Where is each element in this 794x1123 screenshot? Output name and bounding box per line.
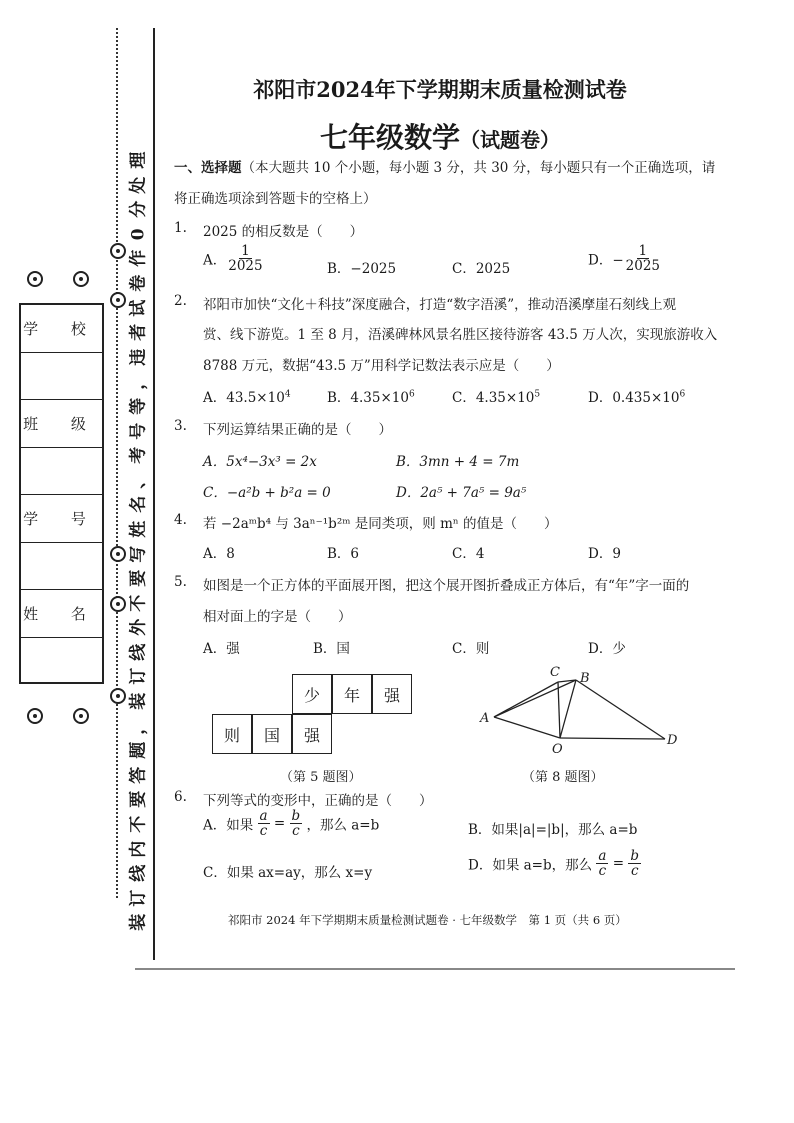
q6-d-num2: b	[630, 848, 640, 864]
fig8-label-B: B	[580, 671, 590, 686]
q2-a-text: A．43.5×10	[203, 390, 285, 406]
binding-solid-line	[153, 28, 155, 960]
binding-warning-char: 题	[128, 742, 149, 760]
fig8-line-AB	[494, 680, 576, 717]
binding-hole-icon	[27, 271, 43, 287]
q2-b-exponent: 6	[408, 389, 415, 400]
class-label: 班 级	[21, 400, 102, 448]
binding-hole-icon	[110, 596, 126, 612]
q1-number: 1.	[174, 220, 187, 236]
q2-option-b[interactable]	[327, 386, 415, 406]
binding-warning-char: 装	[128, 692, 149, 710]
q6-d-prefix: D．如果 a=b，那么	[468, 857, 593, 874]
q6-option-b[interactable]: B．如果|a|=|b|，那么 a=b	[468, 822, 638, 838]
q6-a-den1: c	[259, 823, 268, 840]
binding-warning-char: 号	[128, 422, 149, 440]
school-field[interactable]	[21, 353, 102, 400]
binding-warning-char: 订	[128, 668, 149, 686]
section-description: （本大题共 10 个小题，每小题 3 分，共 30 分，每小题只有一个正确选项，请	[241, 160, 716, 176]
binding-warning-char: 不	[128, 594, 149, 612]
q1-a-numerator: 1	[241, 243, 250, 259]
q6-d-num1: a	[598, 848, 607, 864]
binding-hole-icon	[73, 271, 89, 287]
q2-c-exponent: 5	[534, 389, 541, 400]
binding-warning-char: ，	[128, 717, 149, 735]
paper-title	[160, 116, 720, 156]
q6-a-fraction-right	[290, 809, 303, 838]
fig8-label-C: C	[550, 665, 560, 680]
section-title: 一、选择题	[174, 160, 242, 176]
binding-warning-char: 、	[128, 471, 149, 489]
binding-warning-char: 分	[128, 200, 149, 218]
school-label: 学 校	[21, 305, 102, 353]
fig8-diagram	[470, 660, 690, 760]
fig8-line-AO	[494, 717, 560, 738]
q1-stem: 2025 的相反数是（ ）	[203, 224, 364, 240]
binding-warning-char: 卷	[128, 274, 149, 292]
binding-hole-icon	[110, 292, 126, 308]
q6-d-fraction-right	[628, 849, 641, 878]
q4-option-b[interactable]: B．6	[327, 546, 360, 562]
q6-stem: 下列等式的变形中，正确的是（ ）	[203, 793, 433, 809]
binding-hole-icon	[110, 546, 126, 562]
q3-stem: 下列运算结果正确的是（ ）	[203, 422, 392, 438]
q6-a-suffix: ，那么 a=b	[306, 817, 380, 834]
q2-line1: 祁阳市加快“文化＋科技”深度融合，打造“数字浯溪”，推动浯溪摩崖石刻线上观	[203, 297, 677, 313]
binding-warning-char: 者	[128, 323, 149, 341]
paper-type: （试题卷）	[460, 128, 560, 152]
binding-warning-text	[127, 148, 151, 935]
q2-line3: 8788 万元，数据“43.5 万”用科学记数法表示应是（ ）	[203, 358, 560, 374]
q3-option-d[interactable]: D．2a⁵ + 7a⁵ = 9a⁵	[396, 485, 527, 501]
q5-option-a[interactable]: A．强	[203, 641, 240, 657]
fig8-label-A: A	[480, 711, 490, 726]
q1-option-c[interactable]: C．2025	[452, 261, 511, 277]
q6-a-fraction-left	[258, 809, 270, 838]
binding-warning-char: 名	[128, 496, 149, 514]
q4-option-c[interactable]: C．4	[452, 546, 485, 562]
q6-a-num1: a	[259, 808, 268, 824]
q4-number: 4.	[174, 512, 187, 528]
q6-a-num2: b	[291, 808, 301, 824]
q5-number: 5.	[174, 574, 187, 590]
fig8-label-O: O	[552, 742, 563, 757]
q6-d-den2: c	[630, 863, 639, 880]
binding-warning-char: 线	[128, 865, 149, 883]
name-label: 姓 名	[21, 590, 102, 638]
q1-d-label: D．−	[588, 252, 624, 269]
binding-warning-char: 外	[128, 619, 149, 637]
q6-a-den2: c	[292, 823, 300, 840]
section-description-line2: 将正确选项涂到答题卡的空格上）	[174, 191, 377, 207]
q2-option-a[interactable]	[203, 386, 291, 406]
binding-warning-char: 线	[128, 643, 149, 661]
q2-number: 2.	[174, 293, 187, 309]
fig8-line-OD	[560, 738, 665, 739]
fig8-line-BO	[560, 680, 576, 738]
binding-warning-char: 考	[128, 446, 149, 464]
q2-line2: 赏、线下游览。1 至 8 月，浯溪碑林风景名胜区接待游客 43.5 万人次，实现旅游收入	[203, 327, 718, 343]
q5-line1: 如图是一个正方体的平面展开图，把这个展开图折叠成正方体后，有“年”字一面的	[203, 578, 690, 594]
fig8-line-BD	[576, 680, 665, 739]
net-cell: 强	[372, 674, 412, 714]
binding-warning-char: 理	[128, 151, 149, 169]
net-cell: 则	[212, 714, 252, 754]
q1-a-fraction	[226, 244, 264, 273]
binding-warning-char: 内	[128, 840, 149, 858]
q6-d-fraction-left	[596, 849, 608, 878]
binding-warning-char: 订	[128, 889, 149, 907]
q2-d-exponent: 6	[679, 389, 686, 400]
q2-d-text: D．0.435×10	[588, 390, 680, 406]
binding-hole-icon	[73, 708, 89, 724]
q1-d-denominator: 2025	[625, 258, 660, 275]
binding-dotted-line	[116, 28, 118, 898]
q1-a-label: A．	[203, 252, 227, 269]
exam-title: 祁阳市2024年下学期期末质量检测试卷	[253, 77, 627, 102]
fig5-caption: （第 5 题图）	[280, 770, 362, 785]
binding-hole-icon	[110, 243, 126, 259]
student-id-label: 学 号	[21, 495, 102, 543]
net-cell: 强	[292, 714, 332, 754]
q2-c-text: C．4.35×10	[452, 390, 535, 406]
q5-line2: 相对面上的字是（ ）	[203, 609, 352, 625]
net-cell: 少	[292, 674, 332, 714]
q2-b-text: B．4.35×10	[327, 390, 409, 406]
q3-option-a[interactable]: A．5x⁴−3x³ = 2x	[203, 454, 317, 470]
student-info-box	[19, 303, 104, 684]
binding-warning-char: 等	[128, 397, 149, 415]
q2-a-exponent: 4	[284, 389, 291, 400]
q5-option-c[interactable]: C．则	[452, 641, 490, 657]
name-field[interactable]	[21, 638, 102, 682]
binding-warning-char: 答	[128, 766, 149, 784]
q1-a-denominator: 2025	[228, 258, 263, 275]
q5-option-d[interactable]: D．少	[588, 641, 626, 657]
q1-option-b[interactable]: B．−2025	[327, 261, 397, 277]
net-cell: 年	[332, 674, 372, 714]
fig8-line-CO	[558, 682, 560, 738]
q6-option-a[interactable]	[203, 809, 379, 838]
q1-option-d[interactable]	[588, 244, 662, 273]
class-field[interactable]	[21, 448, 102, 495]
binding-warning-char: 处	[128, 176, 149, 194]
binding-warning-char: 姓	[128, 520, 149, 538]
fig8-label-D: D	[667, 733, 678, 748]
net-cell: 国	[252, 714, 292, 754]
q2-option-c[interactable]	[452, 386, 540, 406]
binding-warning-char: 试	[128, 299, 149, 317]
q1-option-a[interactable]	[203, 244, 265, 273]
q3-option-c[interactable]: C．−a²b + b²a = 0	[203, 485, 331, 501]
q3-option-b[interactable]: B．3mn + 4 = 7m	[396, 454, 520, 470]
binding-warning-char: 要	[128, 791, 149, 809]
q6-number: 6.	[174, 789, 187, 805]
binding-warning-char: 0	[128, 228, 149, 240]
binding-hole-icon	[27, 708, 43, 724]
q6-a-prefix: A．如果	[203, 817, 254, 834]
binding-warning-char: 不	[128, 815, 149, 833]
binding-warning-char: 写	[128, 545, 149, 563]
q4-option-d[interactable]: D．9	[588, 546, 621, 562]
binding-warning-char: ，	[128, 373, 149, 391]
q4-option-a[interactable]: A．8	[203, 546, 235, 562]
student-id-field[interactable]	[21, 543, 102, 590]
q6-d-equals: =	[612, 855, 625, 872]
fig8-line-AC	[494, 682, 558, 717]
binding-warning-char: 作	[128, 250, 149, 268]
page-footer: 祁阳市 2024 年下学期期末质量检测试题卷 · 七年级数学 第 1 页（共 6 页）	[228, 913, 627, 927]
q6-a-equals: =	[273, 815, 286, 832]
q6-d-den1: c	[598, 863, 607, 880]
binding-hole-icon	[110, 688, 126, 704]
binding-warning-char: 要	[128, 569, 149, 587]
scan-edge-line	[135, 968, 735, 970]
section-heading	[174, 156, 715, 176]
q3-number: 3.	[174, 418, 187, 434]
q6-option-d[interactable]	[468, 849, 641, 878]
fig8-caption: （第 8 题图）	[522, 770, 604, 785]
q1-d-fraction	[624, 244, 662, 273]
q2-option-d[interactable]	[588, 386, 685, 406]
q6-option-c[interactable]: C．如果 ax=ay，那么 x=y	[203, 865, 373, 881]
subject-title: 七年级数学	[319, 121, 460, 154]
binding-warning-char: 装	[128, 914, 149, 932]
binding-warning-char: 违	[128, 348, 149, 366]
q5-option-b[interactable]: B．国	[313, 641, 350, 657]
q1-d-numerator: 1	[638, 243, 648, 259]
q4-stem: 若 −2aᵐb⁴ 与 3aⁿ⁻¹b²ᵐ 是同类项，则 mⁿ 的值是（ ）	[203, 516, 558, 532]
